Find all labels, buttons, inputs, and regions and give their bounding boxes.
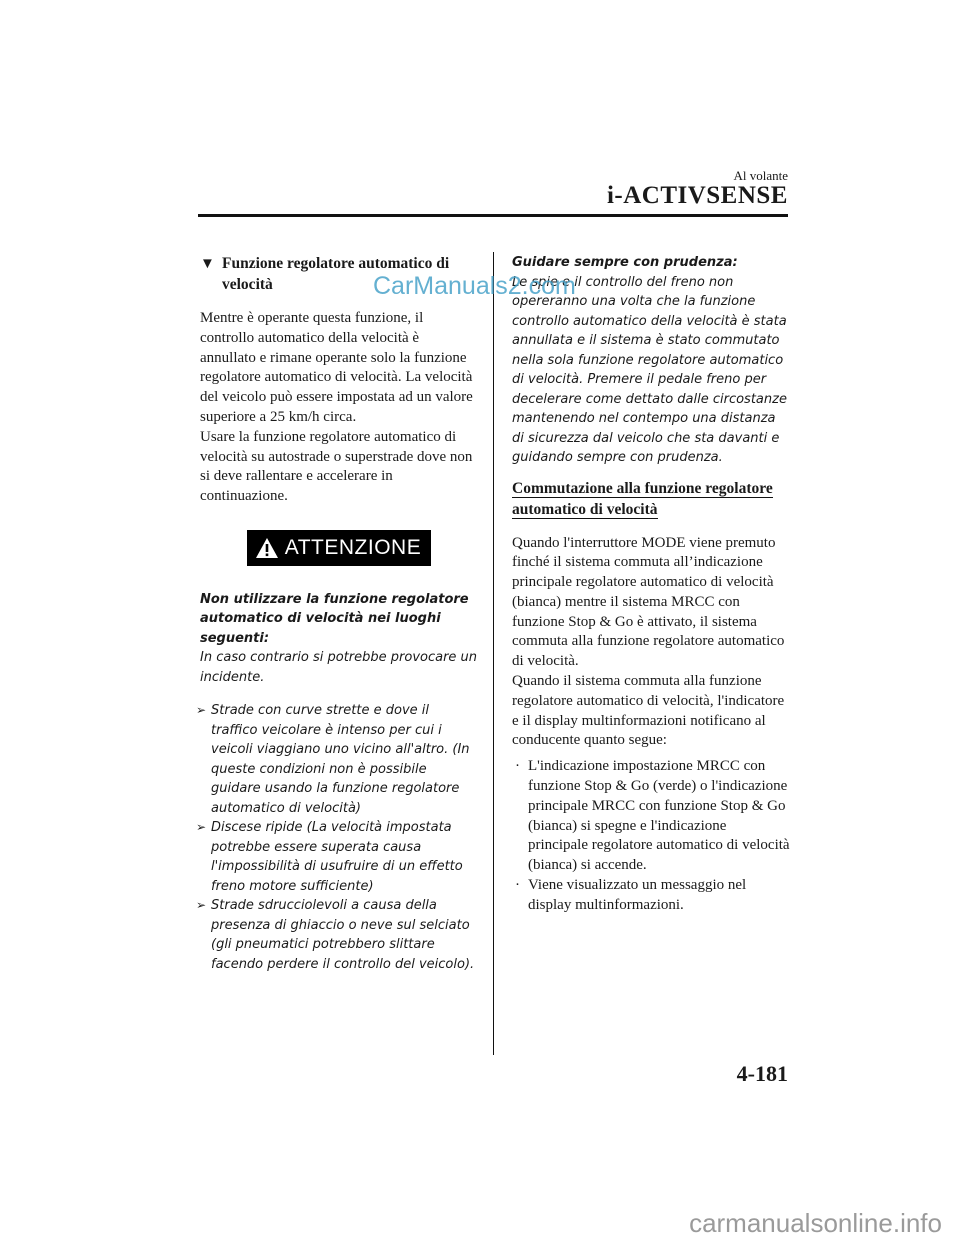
arrow-bullet-icon: ➢ <box>196 703 207 718</box>
arrow-bullet-icon: ➢ <box>196 898 207 913</box>
triangle-down-icon: ▼ <box>200 256 215 272</box>
warning-label: ATTENZIONE <box>284 535 422 559</box>
list-item: ➢ Strade con curve strette e dove il traffico veicolare è intenso per cui i veicoli viaggiano uno vicino all'altro. (In queste condizioni non è possibile guidare usando la funzione regolatore automatico di velocità) <box>196 703 470 816</box>
notification-list <box>512 757 790 915</box>
caution-heading: Guidare sempre con prudenza: <box>512 255 738 270</box>
warning-triangle-icon <box>255 537 279 559</box>
warning-text: In caso contrario si potrebbe provocare un incidente. <box>200 650 478 685</box>
dot-bullet-icon: · <box>515 877 520 894</box>
arrow-bullet-icon: ➢ <box>196 820 207 835</box>
section-heading-text: Funzione regolatore automatico di velocità <box>222 255 450 293</box>
intro-paragraph: Mentre è operante questa funzione, il controllo automatico della velocità è annullato e rimane operante solo la funzione regolatore automatico di velocità. La velocità del veicolo può essere impostata ad un valore superiore a 25 km/h circa. <box>200 310 473 425</box>
usage-paragraph: Usare la funzione regolatore automatico di velocità su autostrade o superstrade dove non si deve rallentare e accelerare in continuazione. <box>200 428 473 505</box>
list-item: ➢ Discese ripide (La velocità impostata potrebbe essere superata causa l'impossibilità di usufruire di un effetto freno motore sufficiente) <box>196 820 463 894</box>
watermark: CarManuals2.com <box>373 272 576 300</box>
page-number: 4-181 <box>736 1061 788 1086</box>
list-item: ➢ Strade sdrucciolevoli a causa della presenza di ghiaccio o neve sul selciato (gli pneumatici potrebbero slittare facendo perdere il controllo del veicolo). <box>196 898 475 972</box>
warning-list <box>196 701 478 974</box>
right-column <box>512 253 790 916</box>
list-item: · L'indicazione impostazione MRCC con funzione Stop & Go (verde) o l'indicazione principale MRCC con funzione Stop & Go (bianca) si spegne e l'indicazione principale regolatore automatico di velocità (bianca) si accende. <box>515 758 790 874</box>
list-item: · Viene visualizzato un messaggio nel display multinformazioni. <box>515 877 747 913</box>
warning-banner-wrap <box>200 507 478 566</box>
subheading: Commutazione alla funzione regolatore automatico di velocità <box>512 479 773 518</box>
warning-banner <box>247 530 431 566</box>
warning-heading: Non utilizzare la funzione regolatore automatico di velocità nei luoghi seguenti: <box>200 591 469 646</box>
paragraph-2: Quando il sistema commuta alla funzione regolatore automatico di velocità, l'indicatore e il display multinformazioni notificano al conducente quanto segue: <box>512 673 785 749</box>
left-column <box>196 253 478 974</box>
footer-watermark: carmanualsonline.info <box>689 1208 942 1238</box>
section-title: i-ACTIVSENSE <box>606 182 788 209</box>
header-rule <box>198 214 788 217</box>
column-divider <box>493 252 494 1055</box>
caution-text: Le spie e il controllo del freno non opereranno una volta che la funzione controllo automatico della velocità è stata annullata e il sistema è stato commutato nella sola funzione regolatore automatico di velocità. Premere il pedale freno per decelerare come dettato dalle circostanze mantenendo nel contempo una distanza di sicurezza dal veicolo che sta davanti e guidando sempre con prudenza. <box>512 274 787 465</box>
chapter-label: Al volante <box>733 168 788 183</box>
dot-bullet-icon: · <box>515 758 520 775</box>
paragraph-1: Quando l'interruttore MODE viene premuto finché il sistema commuta all’indicazione principale regolatore automatico di velocità (bianca) mentre il sistema MRCC con funzione Stop & Go è attivato, il sistema commuta alla funzione regolatore automatico di velocità. <box>512 534 785 670</box>
